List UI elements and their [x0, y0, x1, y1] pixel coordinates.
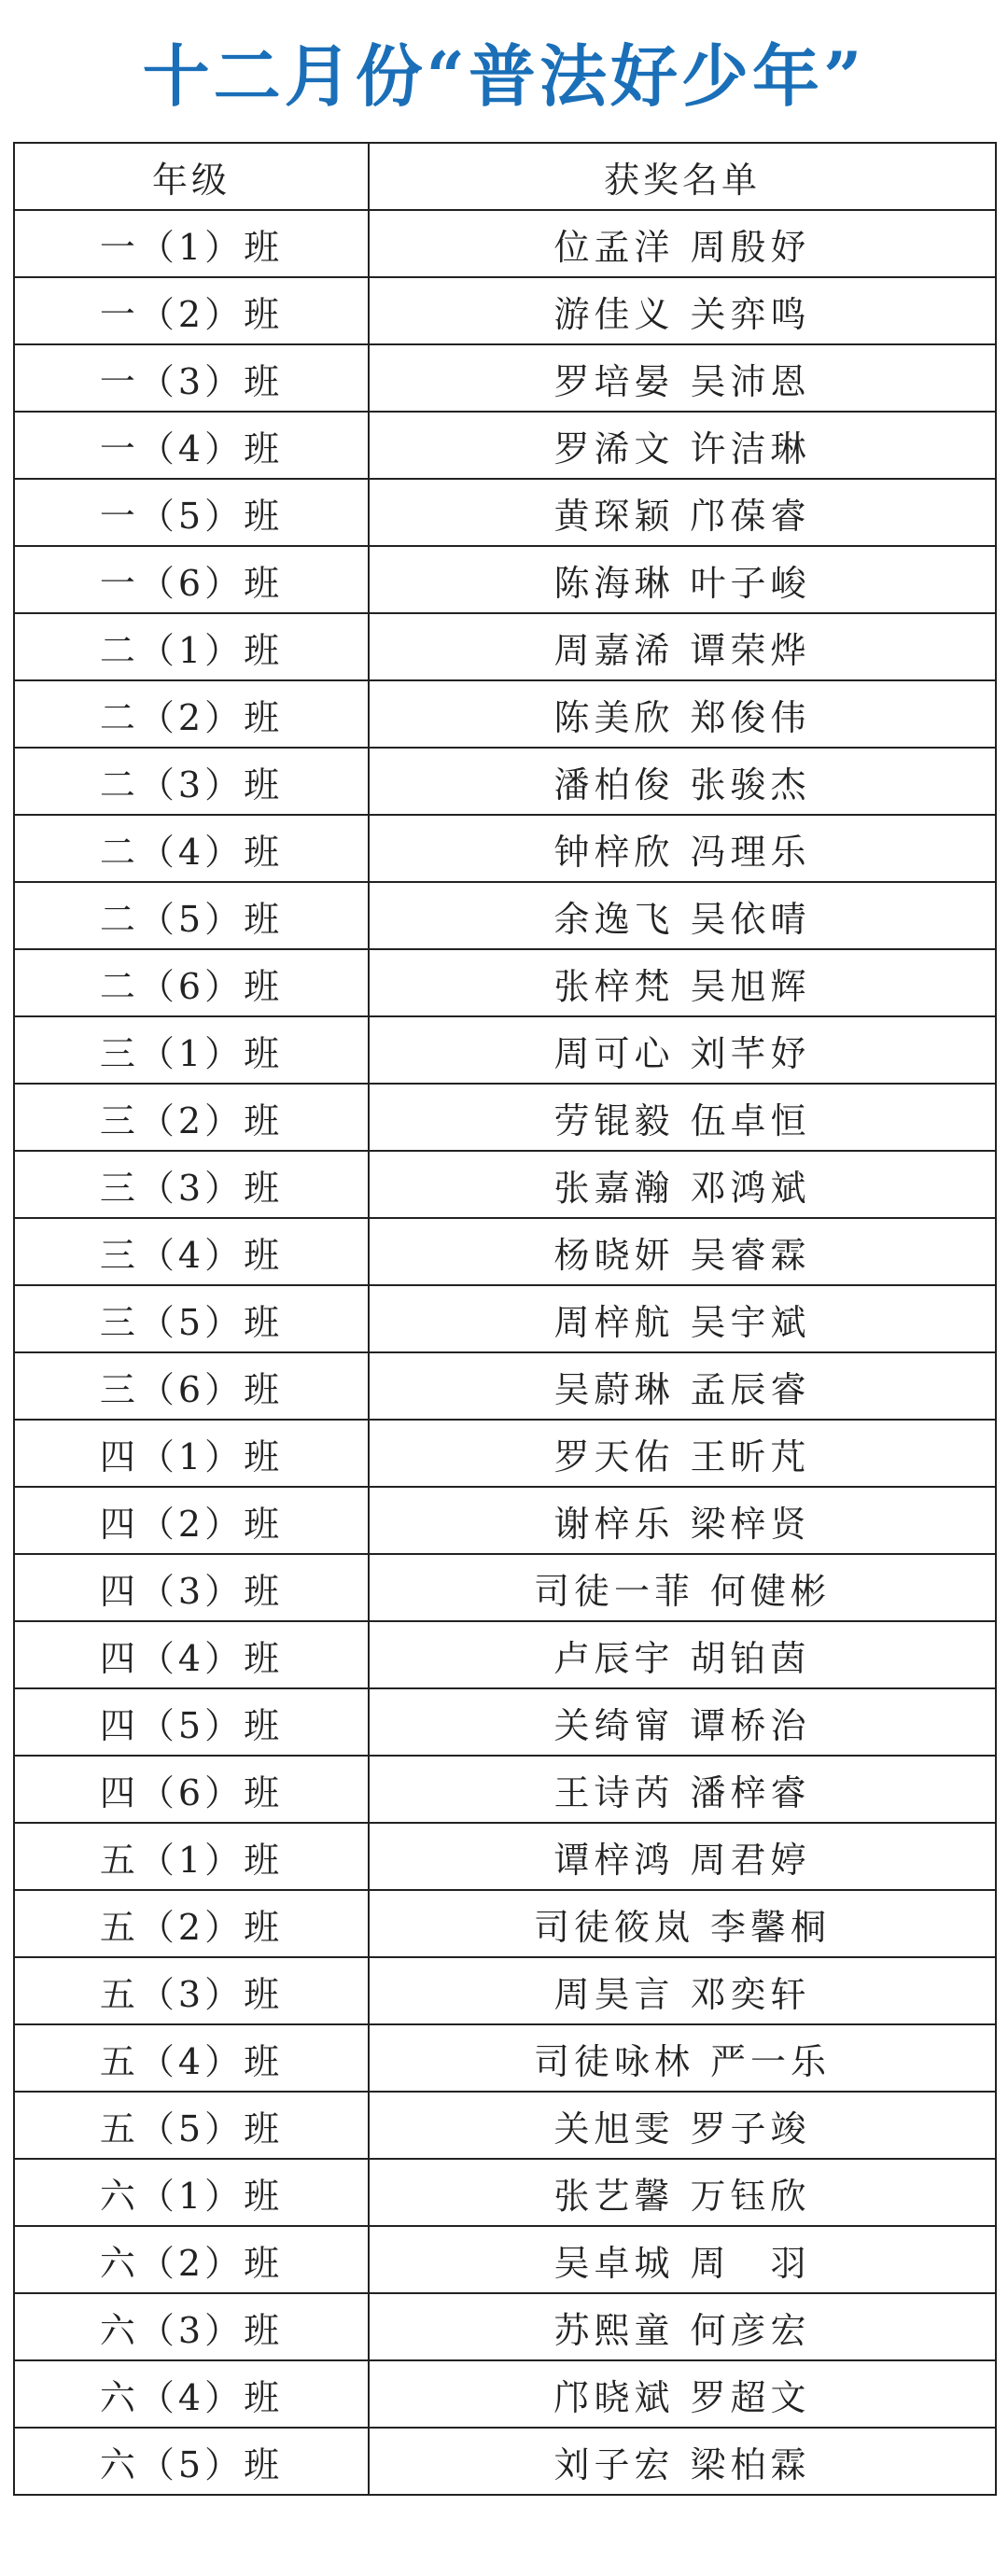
awardee-names-cell: 吴卓城 周 羽	[369, 2226, 996, 2293]
table-row	[14, 1285, 996, 1352]
grade-cell: 六（5）班	[14, 2428, 369, 2495]
grade-cell: 一（3）班	[14, 344, 369, 412]
grade-cell: 一（4）班	[14, 412, 369, 479]
awardee-names-cell: 司徒一菲 何健彬	[369, 1554, 996, 1621]
table-row	[14, 2024, 996, 2092]
grade-cell: 六（1）班	[14, 2159, 369, 2226]
table-row	[14, 1218, 996, 1285]
table-row	[14, 1890, 996, 1957]
grade-cell: 一（6）班	[14, 546, 369, 613]
column-header-names: 获奖名单	[369, 143, 996, 210]
table-row	[14, 1756, 996, 1823]
awardee-names-cell: 张嘉瀚 邓鸿斌	[369, 1151, 996, 1218]
table-row	[14, 680, 996, 748]
grade-cell: 四（3）班	[14, 1554, 369, 1621]
table-row	[14, 412, 996, 479]
grade-cell: 三（1）班	[14, 1016, 369, 1084]
table-row	[14, 1487, 996, 1554]
table-row	[14, 2159, 996, 2226]
table-row	[14, 1352, 996, 1420]
table-row	[14, 882, 996, 949]
table-row	[14, 2360, 996, 2428]
grade-cell: 二（1）班	[14, 613, 369, 680]
awardee-names-cell: 罗天佑 王昕芃	[369, 1420, 996, 1487]
grade-cell: 五（4）班	[14, 2024, 369, 2092]
table-row	[14, 2226, 996, 2293]
grade-cell: 四（6）班	[14, 1756, 369, 1823]
table-row	[14, 479, 996, 546]
awardee-names-cell: 吴蔚琳 孟辰睿	[369, 1352, 996, 1420]
table-row	[14, 1151, 996, 1218]
table-header-row	[14, 143, 996, 210]
table-row	[14, 1554, 996, 1621]
page-title: 十二月份“普法好少年”	[142, 36, 866, 116]
awardee-names-cell: 周嘉浠 谭荣烨	[369, 613, 996, 680]
table-row	[14, 1084, 996, 1151]
table-row	[14, 1823, 996, 1890]
table-row	[14, 1957, 996, 2024]
awardee-names-cell: 杨晓妍 吴睿霖	[369, 1218, 996, 1285]
grade-cell: 二（2）班	[14, 680, 369, 748]
grade-cell: 四（2）班	[14, 1487, 369, 1554]
awardee-names-cell: 王诗芮 潘梓睿	[369, 1756, 996, 1823]
column-header-grade: 年级	[14, 143, 369, 210]
table-row	[14, 815, 996, 882]
grade-cell: 五（3）班	[14, 1957, 369, 2024]
grade-cell: 一（1）班	[14, 210, 369, 277]
table-row	[14, 1016, 996, 1084]
awardee-names-cell: 陈海琳 叶子峻	[369, 546, 996, 613]
awardee-names-cell: 张梓梵 吴旭辉	[369, 949, 996, 1016]
table-row	[14, 210, 996, 277]
grade-cell: 六（2）班	[14, 2226, 369, 2293]
awardee-names-cell: 谭梓鸿 周君婷	[369, 1823, 996, 1890]
grade-cell: 四（5）班	[14, 1688, 369, 1756]
grade-cell: 四（1）班	[14, 1420, 369, 1487]
award-table	[13, 142, 997, 2496]
table-row	[14, 277, 996, 344]
awardee-names-cell: 关绮甯 谭桥治	[369, 1688, 996, 1756]
grade-cell: 五（5）班	[14, 2092, 369, 2159]
table-row	[14, 1420, 996, 1487]
grade-cell: 二（4）班	[14, 815, 369, 882]
table-row	[14, 546, 996, 613]
awardee-names-cell: 关旭雯 罗子竣	[369, 2092, 996, 2159]
awardee-names-cell: 苏熙童 何彦宏	[369, 2293, 996, 2360]
grade-cell: 三（2）班	[14, 1084, 369, 1151]
awardee-names-cell: 张艺馨 万钰欣	[369, 2159, 996, 2226]
awardee-names-cell: 游佳义 关弈鸣	[369, 277, 996, 344]
awardee-names-cell: 罗培晏 吴沛恩	[369, 344, 996, 412]
grade-cell: 二（3）班	[14, 748, 369, 815]
awardee-names-cell: 黄琛颖 邝葆睿	[369, 479, 996, 546]
table-row	[14, 2092, 996, 2159]
awardee-names-cell: 余逸飞 吴依晴	[369, 882, 996, 949]
grade-cell: 二（6）班	[14, 949, 369, 1016]
table-row	[14, 344, 996, 412]
table-row	[14, 2428, 996, 2495]
awardee-names-cell: 位孟洋 周殷妤	[369, 210, 996, 277]
grade-cell: 六（3）班	[14, 2293, 369, 2360]
grade-cell: 一（5）班	[14, 479, 369, 546]
award-table-container	[13, 142, 995, 2496]
table-row	[14, 949, 996, 1016]
awardee-names-cell: 周可心 刘芊妤	[369, 1016, 996, 1084]
awardee-names-cell: 卢辰宇 胡铂茵	[369, 1621, 996, 1688]
grade-cell: 五（1）班	[14, 1823, 369, 1890]
awardee-names-cell: 刘子宏 梁柏霖	[369, 2428, 996, 2495]
awardee-names-cell: 邝晓斌 罗超文	[369, 2360, 996, 2428]
grade-cell: 三（6）班	[14, 1352, 369, 1420]
table-row	[14, 1621, 996, 1688]
grade-cell: 四（4）班	[14, 1621, 369, 1688]
grade-cell: 二（5）班	[14, 882, 369, 949]
awardee-names-cell: 罗浠文 许洁琳	[369, 412, 996, 479]
awardee-names-cell: 谢梓乐 梁梓贤	[369, 1487, 996, 1554]
grade-cell: 三（3）班	[14, 1151, 369, 1218]
awardee-names-cell: 司徒筱岚 李馨桐	[369, 1890, 996, 1957]
awardee-names-cell: 周昊言 邓奕轩	[369, 1957, 996, 2024]
awardee-names-cell: 潘柏俊 张骏杰	[369, 748, 996, 815]
awardee-names-cell: 钟梓欣 冯理乐	[369, 815, 996, 882]
awardee-names-cell: 司徒咏林 严一乐	[369, 2024, 996, 2092]
table-row	[14, 613, 996, 680]
grade-cell: 三（5）班	[14, 1285, 369, 1352]
grade-cell: 五（2）班	[14, 1890, 369, 1957]
grade-cell: 一（2）班	[14, 277, 369, 344]
awardee-names-cell: 劳锟毅 伍卓恒	[369, 1084, 996, 1151]
table-row	[14, 1688, 996, 1756]
table-body	[14, 210, 996, 2495]
grade-cell: 三（4）班	[14, 1218, 369, 1285]
grade-cell: 六（4）班	[14, 2360, 369, 2428]
awardee-names-cell: 周梓航 吴宇斌	[369, 1285, 996, 1352]
table-row	[14, 748, 996, 815]
table-row	[14, 2293, 996, 2360]
awardee-names-cell: 陈美欣 郑俊伟	[369, 680, 996, 748]
